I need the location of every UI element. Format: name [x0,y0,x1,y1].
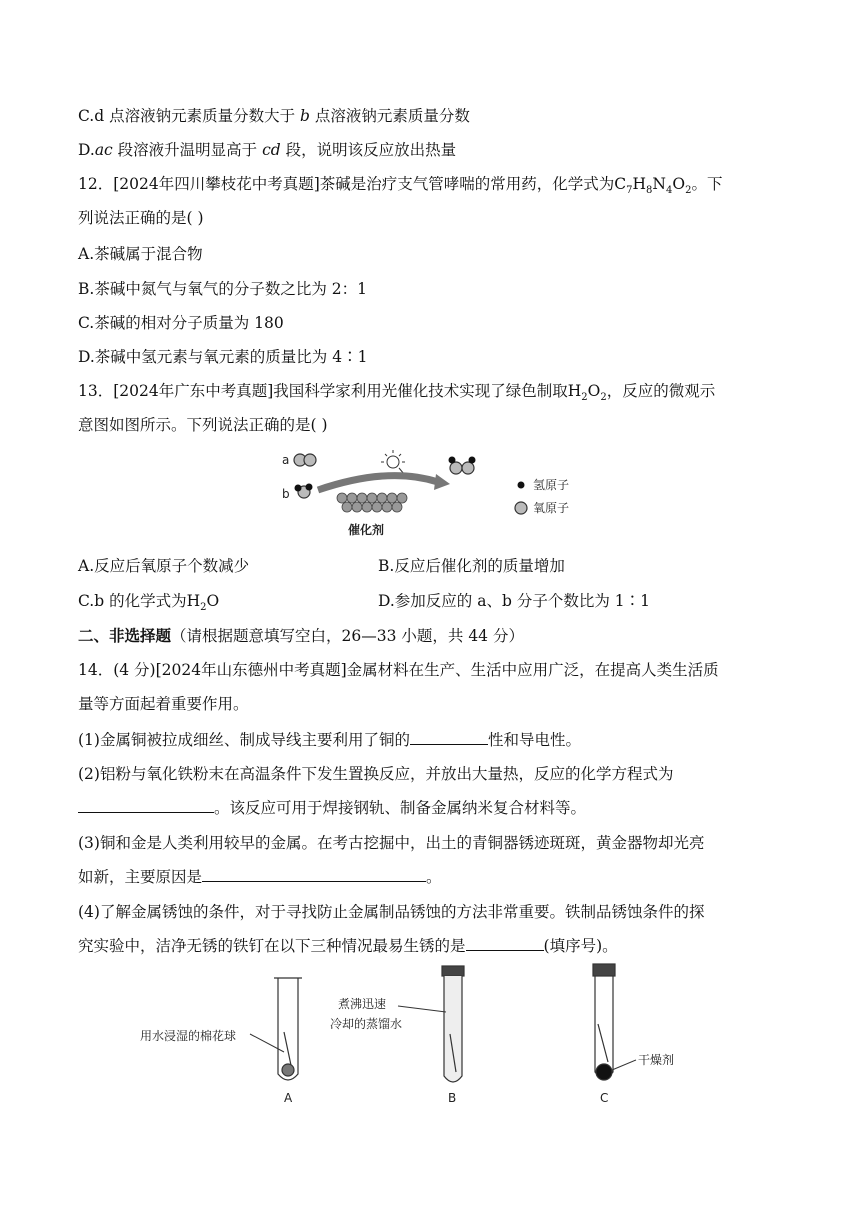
q14-part3-blank [202,867,426,882]
q13-stem-line1: 13．[2024年广东中考真题]我国科学家利用光催化技术实现了绿色制取$H_2O_2$，反应的微观示 [78,382,716,404]
q13-option-a: A.反应后氧原子个数减少 [78,557,250,575]
q14-stem-line2: 量等方面起着重要作用。 [78,695,249,713]
fig-catalyst-label: 催化剂 [348,523,385,537]
q14-part2-line1: (2)铝粉与氧化铁粉末在高温条件下发生置换反应，并放出大量热，反应的化学方程式为 [78,765,674,783]
q14-part2-blank [78,798,214,813]
q14-part1-blank [410,730,488,745]
tube-a-label: 用水浸湿的棉花球 [140,1029,237,1043]
q13-option-c: C.b 的化学式为$H_2O$ [78,592,220,614]
tube-c-label: 干燥剂 [638,1053,675,1067]
q13-reaction-figure [278,448,598,546]
tube-b-label-line2: 冷却的蒸馏水 [330,1017,403,1031]
section-2-heading: 二、非选择题（请根据题意填写空白，26—33 小题，共 44 分） [78,626,524,645]
tube-c-letter: C [600,1091,609,1105]
legend-hydrogen: 氢原子 [533,478,570,492]
q12-stem-line2: 列说法正确的是( ) [78,209,204,227]
q13-option-b: B.反应后催化剂的质量增加 [378,557,565,575]
q14-part3-line2: 如新，主要原因是 。 [78,868,442,886]
q12-option-c: C.茶碱的相对分子质量为 180 [78,314,284,332]
q14-part1: (1)金属铜被拉成细丝、制成导线主要利用了铜的 性和导电性。 [78,731,581,749]
q14-part3-line1: (3)铜和金是人类利用较早的金属。在考古挖掘中，出土的青铜器锈迹斑斑，黄金器物却光亮 [78,834,705,852]
tube-b-label-line1: 煮沸迅速 [338,997,387,1011]
legend-oxygen: 氧原子 [533,501,570,515]
q11-option-d: D.ac 段溶液升温明显高于 cd 段，说明该反应放出热量 [78,141,457,159]
q14-stem-line1: 14．(4 分)[2024年山东德州中考真题]金属材料在生产、生活中应用广泛，在提高人类生活质 [78,661,719,679]
q14-test-tube-figure [138,962,718,1110]
q13-option-d: D.参加反应的 a、b 分子个数比为 1∶1 [378,592,650,610]
tube-b [442,966,464,1082]
q12-option-d: D.茶碱中氢元素与氧元素的质量比为 4∶1 [78,348,368,366]
q14-part4-line2: 究实验中，洁净无锈的铁钉在以下三种情况最易生锈的是 (填序号)。 [78,937,618,955]
tube-c [593,964,615,1080]
q13-stem-line2: 意图如图所示。下列说法正确的是( ) [78,416,328,434]
q14-part4-blank [466,936,544,951]
q11-option-c: C.d 点溶液钠元素质量分数大于 b 点溶液钠元素质量分数 [78,107,470,125]
q14-part4-line1: (4)了解金属锈蚀的条件，对于寻找防止金属制品锈蚀的方法非常重要。铁制品锈蚀条件的探 [78,903,705,921]
tube-a-letter: A [284,1091,293,1105]
fig-label-a: a [282,453,290,467]
q12-stem-line1: 12．[2024年四川攀枝花中考真题]茶碱是治疗支气管哮喘的常用药，化学式为$C_7H_8N_4O_2$。下 [78,175,723,197]
fig-label-b: b [282,487,290,501]
q12-option-a: A.茶碱属于混合物 [78,245,203,263]
q12-option-b: B.茶碱中氮气与氧气的分子数之比为 2：1 [78,280,367,298]
q14-part2-line2: 。该反应可用于焊接钢轨、制备金属纳米复合材料等。 [78,798,586,818]
tube-b-letter: B [448,1091,457,1105]
tube-a [274,978,302,1080]
